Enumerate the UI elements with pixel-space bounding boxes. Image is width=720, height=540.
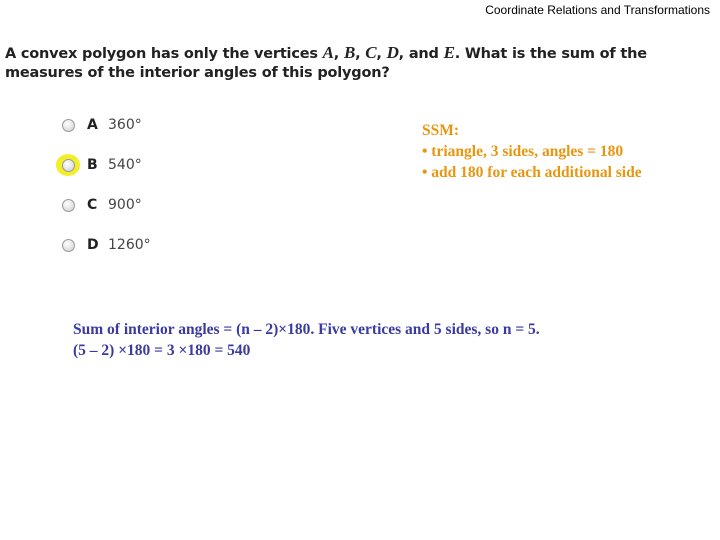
choice-d[interactable] (62, 225, 151, 265)
ssm-bullet-1: • triangle, 3 sides, angles = 180 (422, 143, 624, 160)
question-text: A convex polygon has only the vertices A, B, C, D, and E. What is the sum of the measures of the interior angles of this polygon? (5, 43, 647, 81)
choice-letter: A (87, 117, 98, 133)
radio-button-icon[interactable] (62, 199, 75, 212)
choice-a[interactable] (62, 105, 151, 145)
choice-value: 900° (108, 197, 142, 213)
radio-button-icon[interactable] (62, 119, 75, 132)
choice-value: 1260° (108, 237, 151, 253)
slide-header: Coordinate Relations and Transformations (485, 3, 710, 17)
question-text-after: . What is the sum of the measures of the interior angles of this polygon? (5, 46, 647, 81)
solution-line-2: (5 – 2) ×180 = 3 ×180 = 540 (73, 342, 251, 359)
vertex-d: D (386, 43, 399, 62)
choice-value: 360° (108, 117, 142, 133)
ssm-bullet-2: • add 180 for each additional side (422, 164, 642, 181)
solution-text (73, 319, 540, 361)
vertex-b: B (343, 43, 356, 62)
choice-letter: C (87, 197, 98, 213)
vertex-a: A (322, 43, 334, 62)
choice-value: 540° (108, 157, 142, 173)
question-text-before: A convex polygon has only the vertices (5, 46, 323, 62)
solution-line-1: Sum of interior angles = (n – 2)×180. Five vertices and 5 sides, so n = 5. (73, 321, 540, 338)
vertex-e: E (443, 43, 455, 62)
ssm-title: SSM: (422, 122, 460, 139)
radio-button-icon[interactable] (62, 239, 75, 252)
choice-letter: D (87, 237, 99, 253)
answer-choices (62, 105, 151, 265)
choice-b[interactable] (62, 145, 151, 185)
choice-letter: B (87, 157, 98, 173)
choice-c[interactable] (62, 185, 151, 225)
ssm-note (422, 120, 642, 183)
radio-button-icon[interactable] (62, 159, 75, 172)
vertex-c: C (365, 43, 377, 62)
